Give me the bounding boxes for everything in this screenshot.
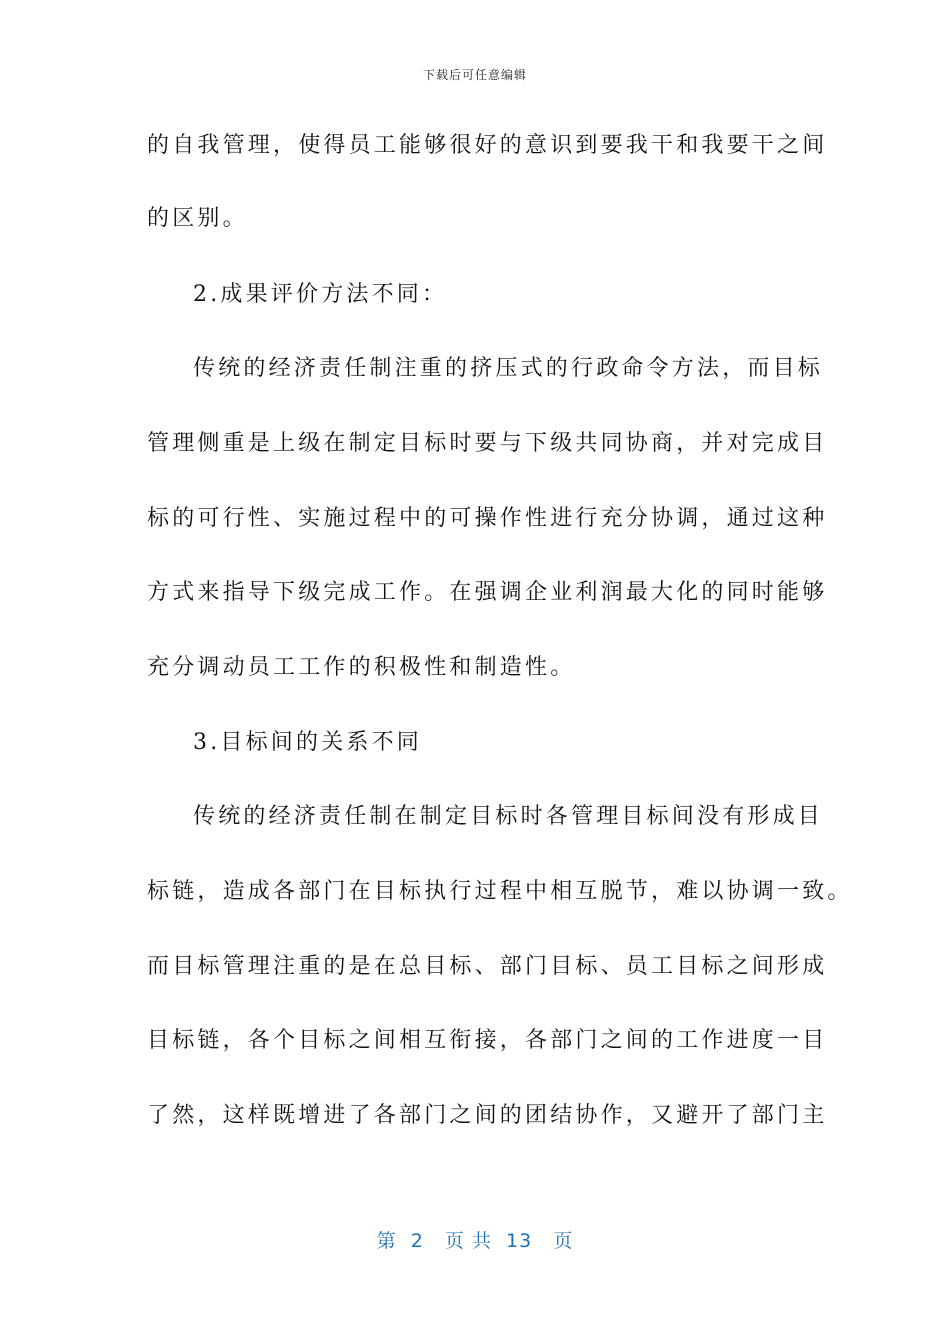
text-line: 充分调动员工工作的积极性和制造性。 — [147, 655, 576, 680]
page-header: 下载后可任意编辑 — [422, 68, 527, 82]
text-line: 的自我管理，使得员工能够很好的意识到要我干和我要干之间 — [147, 133, 828, 158]
text-line: 传统的经济责任制在制定目标时各管理目标间没有形成目 — [193, 804, 824, 829]
text-line: 而目标管理注重的是在总目标、部门目标、员工目标之间形成 — [147, 954, 828, 979]
page-number-footer: 第 2 页 共 13 页 — [376, 1230, 574, 1252]
text-line: 传统的经济责任制注重的挤压式的行政命令方法，而目标 — [193, 356, 824, 381]
section-heading: 3.目标间的关系不同 — [193, 730, 422, 755]
text-line: 管理侧重是上级在制定目标时要与下级共同协商，并对完成目 — [147, 431, 828, 456]
text-line: 方式来指导下级完成工作。在强调企业利润最大化的同时能够 — [147, 580, 828, 605]
text-line: 标的可行性、实施过程中的可操作性进行充分协调，通过这种 — [147, 506, 828, 531]
text-line: 标链，造成各部门在目标执行过程中相互脱节，难以协调一致。 — [147, 879, 853, 904]
text-line: 了然，这样既增进了各部门之间的团结协作，又避开了部门主 — [147, 1103, 828, 1128]
text-line: 的区别。 — [147, 206, 248, 231]
section-heading: 2.成果评价方法不同： — [193, 282, 448, 307]
text-line: 目标链，各个目标之间相互衔接，各部门之间的工作进度一目 — [147, 1028, 828, 1053]
